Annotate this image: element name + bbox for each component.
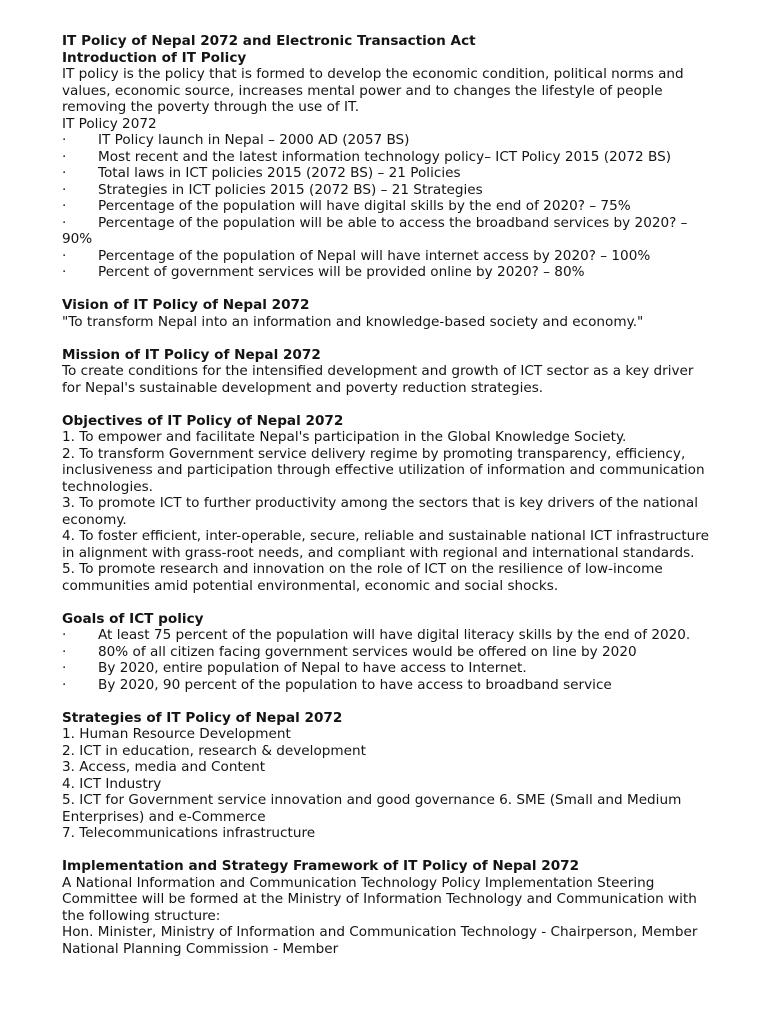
bullet-icon: · (62, 198, 67, 214)
list-item-text: Percentage of the population will have digital skills by the end of 2020? – 75% (98, 198, 631, 214)
strategies-heading: Strategies of IT Policy of Nepal 2072 (62, 709, 343, 726)
spacer (62, 693, 712, 710)
implementation-text: A National Information and Communication Technology Policy Implementation Steering Committee will be formed at the Ministry of Information Technology and Communication with the following structure: (62, 874, 697, 924)
list-item-text: 80% of all citizen facing government services would be offered on line by 2020 (98, 643, 637, 660)
list-item: 3. Access, media and Content (62, 759, 266, 775)
strategies-list (62, 726, 712, 842)
list-item (62, 198, 712, 215)
list-item-text: Total laws in ICT policies 2015 (2072 BS) – 21 Policies (98, 165, 461, 181)
implementation-structure-text: Hon. Minister, Ministry of Information and Communication Technology - Chairperson, Member National Planning Commission - Member (62, 924, 698, 957)
list-item: 2. To transform Government service delivery regime by promoting transparency, efficiency, inclusiveness and participation through effective utilization of information and communication technologies. (62, 445, 705, 495)
goals-bullet-list (62, 627, 712, 693)
list-item (62, 165, 712, 182)
list-item-text: By 2020, entire population of Nepal to have access to Internet. (98, 660, 527, 676)
list-item (62, 215, 712, 248)
document-title: IT Policy of Nepal 2072 and Electronic Transaction Act (62, 33, 476, 49)
bullet-icon: · (62, 148, 67, 165)
list-item (62, 660, 712, 677)
list-item (62, 149, 712, 166)
bullet-icon: · (62, 132, 67, 148)
bullet-icon: · (62, 643, 67, 660)
bullet-icon: · (62, 165, 67, 181)
list-item: 4. To foster efficient, inter-operable, secure, reliable and sustainable national ICT infrastructure in alignment with grass-root needs, and compliant with regional and international standards. (62, 528, 709, 561)
list-item: 1. Human Resource Development (62, 726, 291, 742)
list-item: 5. ICT for Government service innovation and good governance 6. SME (Small and Medium Enterprises) and e-Commerce (62, 792, 682, 825)
list-item: 4. ICT Industry (62, 775, 162, 792)
list-item-text: Percentage of the population of Nepal will have internet access by 2020? – 100% (98, 247, 651, 264)
intro-text: IT policy is the policy that is formed to develop the economic condition, political norms and values, economic source, increases mental power and to changes the lifestyle of people removing the poverty through the use of IT. (62, 66, 684, 115)
list-item (62, 264, 712, 281)
mission-text: To create conditions for the intensified development and growth of ICT sector as a key driver for Nepal's sustainable development and poverty reduction strategies. (62, 363, 694, 396)
implementation-heading: Implementation and Strategy Framework of IT Policy of Nepal 2072 (62, 858, 580, 874)
list-item-text: IT Policy launch in Nepal – 2000 AD (2057 BS) (98, 132, 410, 148)
bullet-icon: · (62, 214, 67, 231)
intro-bullet-list (62, 132, 712, 281)
objectives-list (62, 429, 712, 594)
bullet-icon: · (62, 264, 67, 280)
list-item (62, 627, 712, 644)
spacer (62, 842, 712, 859)
list-item: 7. Telecommunications infrastructure (62, 825, 316, 841)
goals-heading: Goals of ICT policy (62, 610, 204, 627)
document-page (62, 33, 712, 957)
list-item: 1. To empower and facilitate Nepal's participation in the Global Knowledge Society. (62, 429, 627, 445)
spacer (62, 281, 712, 298)
spacer (62, 396, 712, 413)
list-item-text: Strategies in ICT policies 2015 (2072 BS) – 21 Strategies (98, 181, 483, 198)
list-item (62, 677, 712, 694)
bullet-icon: · (62, 676, 67, 693)
bullet-icon: · (62, 181, 67, 198)
list-item-text: By 2020, 90 percent of the population to have access to broadband service (98, 676, 612, 693)
list-item (62, 644, 712, 661)
spacer (62, 330, 712, 347)
mission-heading: Mission of IT Policy of Nepal 2072 (62, 346, 321, 363)
list-item (62, 248, 712, 265)
bullet-icon: · (62, 660, 67, 676)
list-item: 2. ICT in education, research & development (62, 742, 366, 759)
bullet-icon: · (62, 247, 67, 264)
vision-text: "To transform Nepal into an information and knowledge-based society and economy." (62, 313, 644, 330)
list-item: 3. To promote ICT to further productivity among the sectors that is key drivers of the national economy. (62, 495, 699, 528)
spacer (62, 594, 712, 611)
intro-heading: Introduction of IT Policy (62, 49, 247, 66)
bullet-icon: · (62, 627, 67, 643)
list-item-text: Most recent and the latest information technology policy– ICT Policy 2015 (2072 BS) (98, 148, 672, 165)
list-item: 5. To promote research and innovation on the role of ICT on the resilience of low-income communities amid potential environmental, economic and social shocks. (62, 561, 663, 594)
list-item (62, 132, 712, 149)
vision-heading: Vision of IT Policy of Nepal 2072 (62, 297, 310, 313)
list-item-text: Percentage of the population will be able to access the broadband services by 2020? – 90% (62, 214, 688, 247)
objectives-heading: Objectives of IT Policy of Nepal 2072 (62, 412, 344, 429)
intro-subheading: IT Policy 2072 (62, 115, 157, 132)
list-item-text: At least 75 percent of the population will have digital literacy skills by the end of 2020. (98, 627, 691, 643)
list-item-text: Percent of government services will be provided online by 2020? – 80% (98, 264, 585, 280)
list-item (62, 182, 712, 199)
